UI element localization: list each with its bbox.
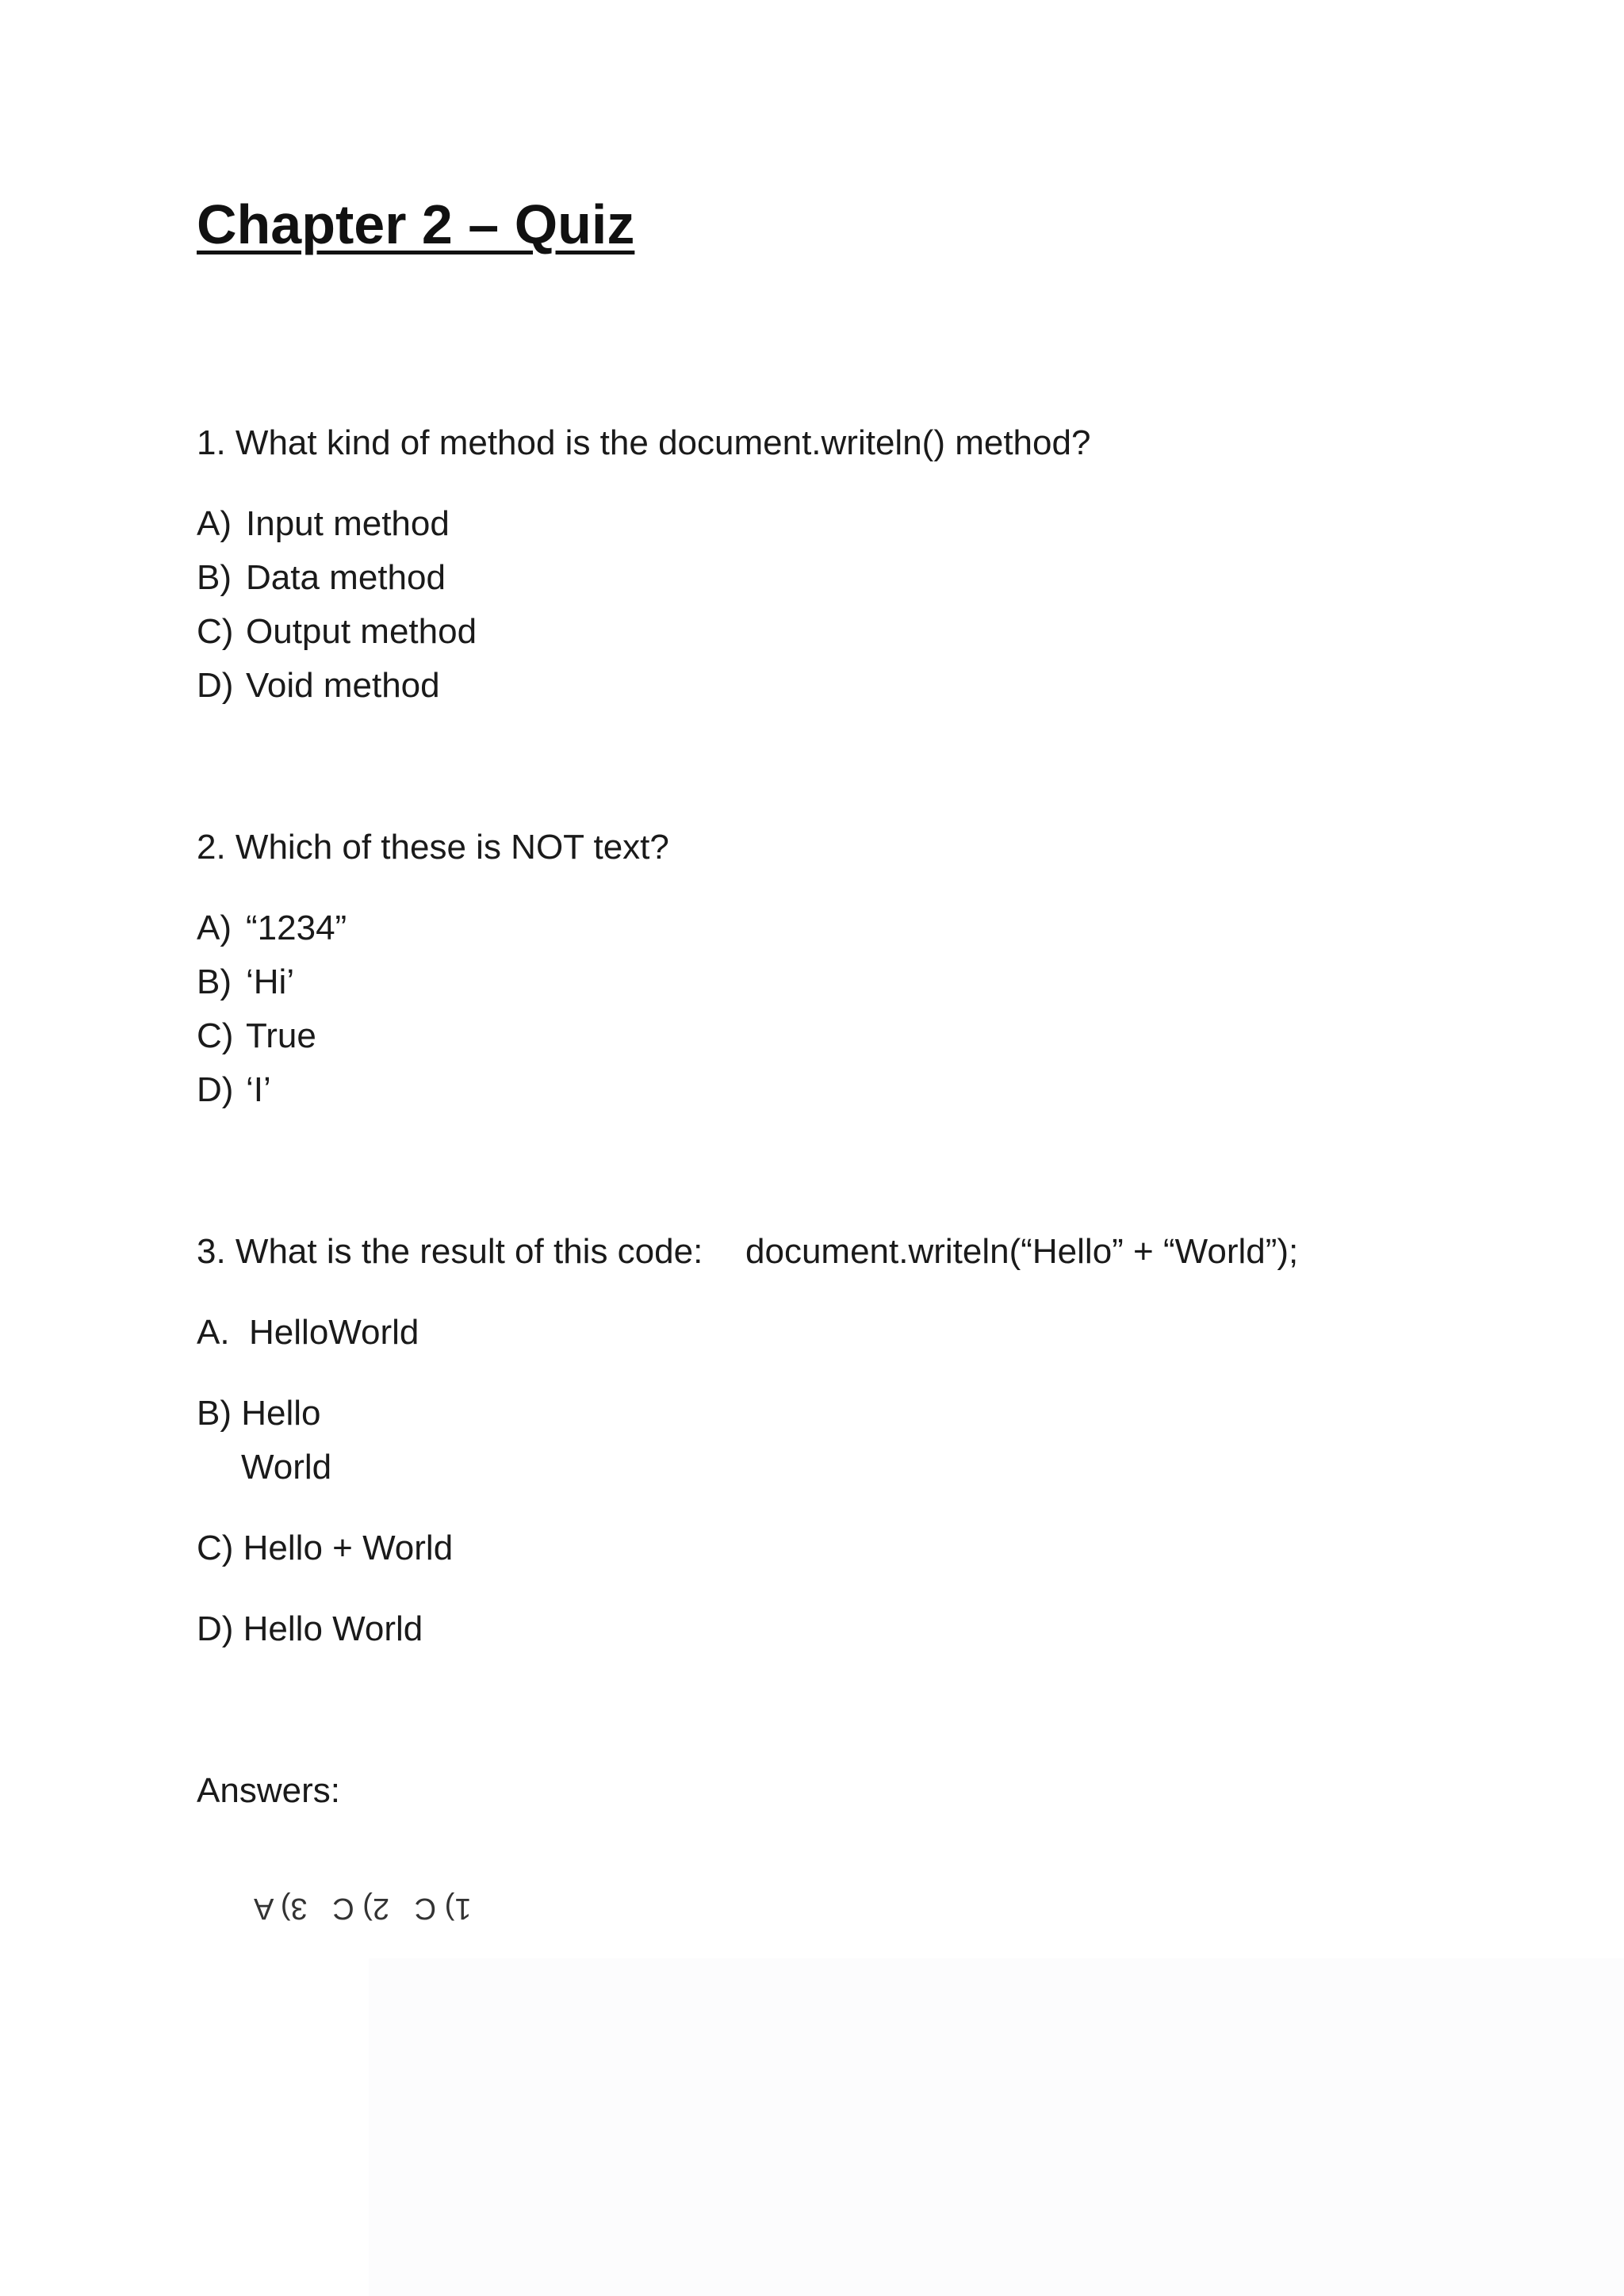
answers-label: Answers: [197, 1771, 340, 1810]
question-1-option-b [197, 558, 446, 597]
option-letter: A) [197, 909, 232, 947]
option-letter: C) [197, 1016, 234, 1055]
option-letter: B) [197, 558, 232, 597]
question-3-text: 3. What is the result of this code: [197, 1232, 703, 1271]
option-letter: A) [197, 504, 232, 543]
option-letter: B) [197, 962, 232, 1001]
option-letter: D) [197, 666, 234, 705]
option-letter: C) [197, 612, 234, 651]
question-2-option-d [197, 1070, 271, 1109]
question-1-option-c [197, 614, 477, 649]
question-3-option-d: D) Hello World [197, 1609, 423, 1648]
option-text: Data method [246, 558, 446, 597]
question-1-option-d [197, 668, 440, 703]
question-3-code: document.writeln(“Hello” + “World”); [745, 1232, 1299, 1271]
option-text: Output method [246, 612, 477, 651]
question-2-option-a [197, 911, 347, 946]
answers-key-upside-down: 1) C 2) C 3) A [254, 1892, 472, 1925]
question-1-option-a [197, 504, 450, 543]
question-2-text: 2. Which of these is NOT text? [197, 828, 669, 867]
option-text: Input method [246, 504, 450, 543]
question-2-option-b [197, 962, 295, 1001]
option-text: “1234” [246, 909, 347, 947]
option-text: Void method [246, 666, 440, 705]
option-letter: D) [197, 1070, 234, 1109]
question-1-text: 1. What kind of method is the document.writeln() method? [197, 423, 1091, 462]
page-title: Chapter 2 – Quiz [197, 193, 635, 255]
question-3-option-c: C) Hello + World [197, 1529, 454, 1567]
question-3-option-b-continuation: World [241, 1448, 332, 1487]
background-shade [369, 1958, 1624, 2296]
option-text: ‘I’ [246, 1070, 271, 1109]
question-3-option-b: B) Hello [197, 1394, 321, 1433]
option-text: True [246, 1016, 316, 1055]
question-3-option-a: A. HelloWorld [197, 1313, 419, 1352]
option-text: ‘Hi’ [246, 962, 295, 1001]
question-2-option-c [197, 1016, 316, 1055]
